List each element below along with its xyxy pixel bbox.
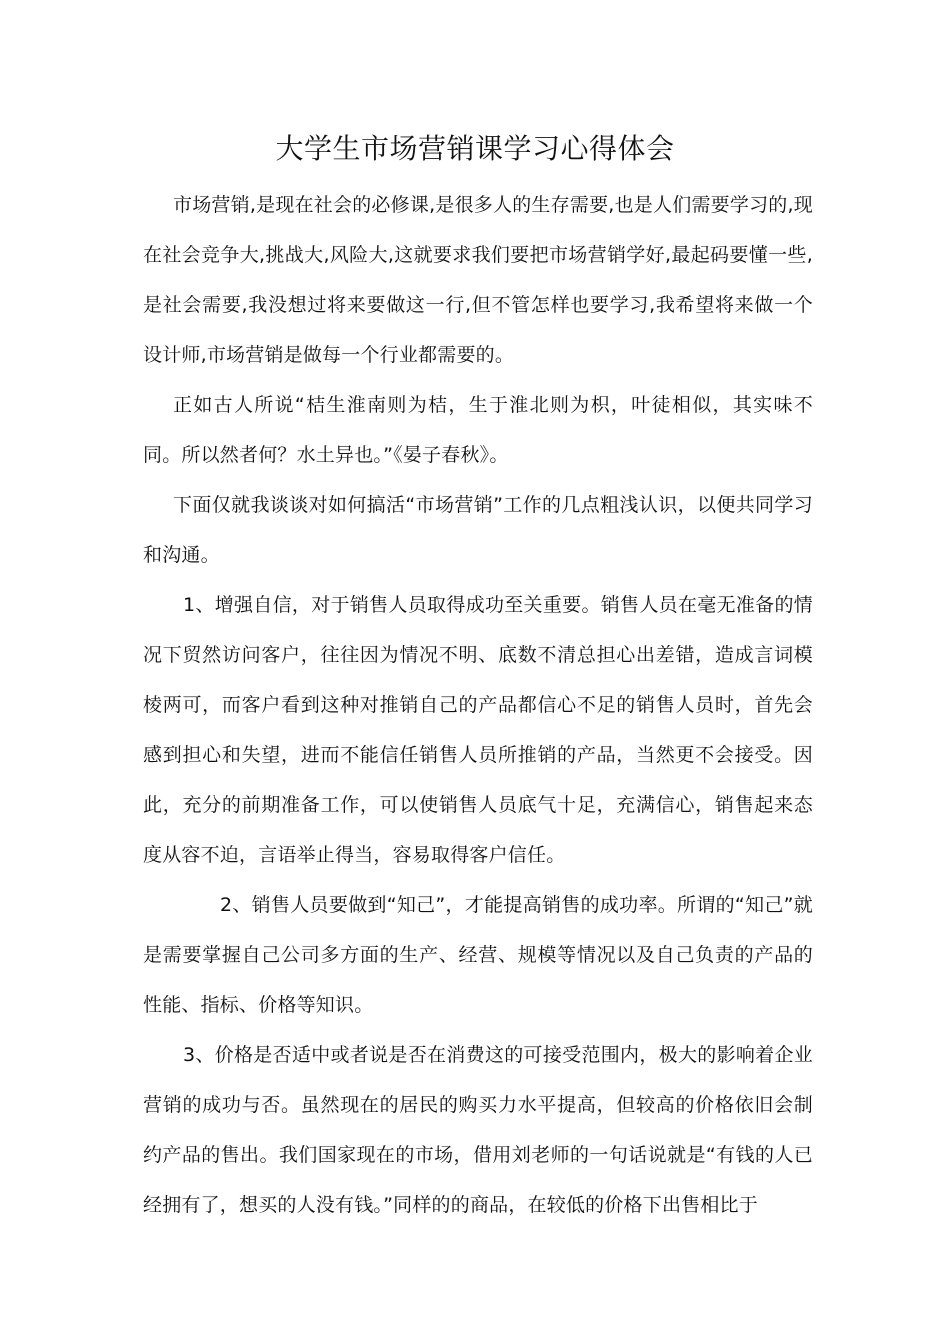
document-body [143, 180, 813, 1230]
paragraph-point-2: 2、销售人员要做到“知己”，才能提高销售的成功率。所谓的“知己”就是需要掌握自己公司多方面的生产、经营、规模等情况以及自己负责的产品的性能、指标、价格等知识。 [143, 894, 813, 1016]
paragraph-point-1: 1、增强自信，对于销售人员取得成功至关重要。销售人员在毫无准备的情况下贸然访问客户，往往因为情况不明、底数不清总担心出差错，造成言词模棱两可，而客户看到这种对推销自己的产品都信心不足的销售人员时，首先会感到担心和失望，进而不能信任销售人员所推销的产品，当然更不会接受。因此，充分的前期准备工作，可以使销售人员底气十足，充满信心，销售起来态度从容不迫，言语举止得当，容易取得客户信任。 [143, 594, 813, 866]
paragraph-quote: 正如古人所说“桔生淮南则为桔，生于淮北则为枳，叶徒相似，其实味不同。所以然者何？水土异也。”《晏子春秋》。 [143, 394, 813, 466]
document-title: 大学生市场营销课学习心得体会 [275, 132, 675, 165]
paragraph-point-3: 3、价格是否适中或者说是否在消费这的可接受范围内，极大的影响着企业营销的成功与否。虽然现在的居民的购买力水平提高，但较高的价格依旧会制约产品的售出。我们国家现在的市场，借用刘老师的一句话说就是“有钱的人已经拥有了，想买的人没有钱。”同样的的商品，在较低的价格下出售相比于 [143, 1044, 813, 1216]
paragraph-purpose: 下面仅就我谈谈对如何搞活“市场营销”工作的几点粗浅认识，以便共同学习和沟通。 [143, 494, 813, 566]
paragraph-intro: 市场营销,是现在社会的必修课,是很多人的生存需要,也是人们需要学习的,现在社会竞争大,挑战大,风险大,这就要求我们要把市场营销学好,最起码要懂一些,是社会需要,我没想过将来要做这一行,但不管怎样也要学习,我希望将来做一个设计师,市场营销是做每一个行业都需要的。 [143, 194, 813, 366]
